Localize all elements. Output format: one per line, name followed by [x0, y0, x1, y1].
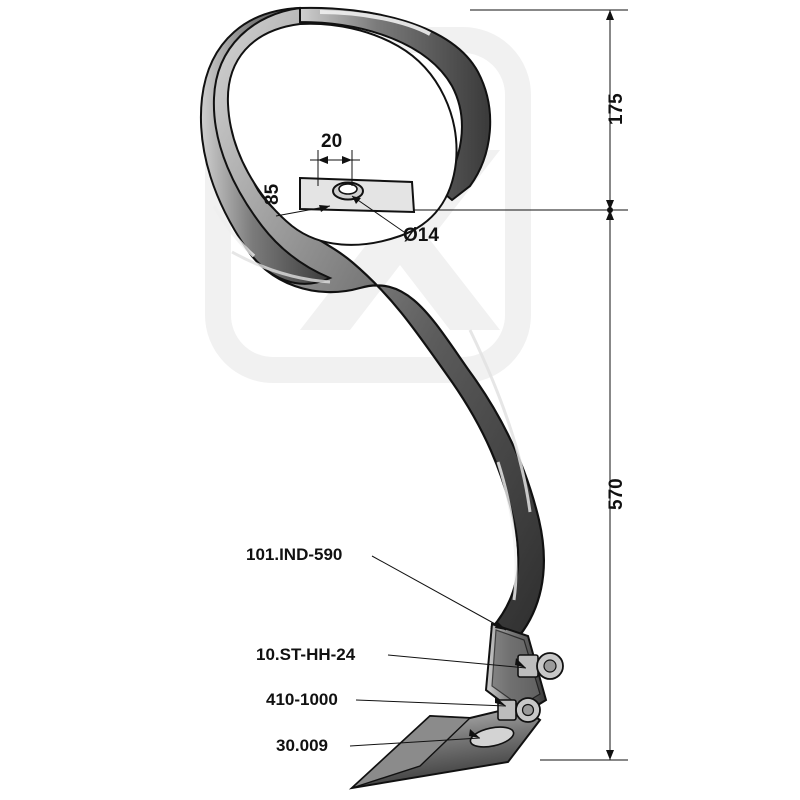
dimension-20: 20 [321, 131, 343, 152]
dimension-175: 175 [606, 93, 627, 125]
dimension-570: 570 [606, 478, 627, 510]
part-label-410-1000: 410-1000 [266, 690, 338, 709]
part-label-30-009: 30.009 [276, 736, 328, 755]
part-label-101-ind-590: 101.IND-590 [246, 545, 343, 564]
dimension-85: 85 [262, 183, 283, 205]
dimension-hole-diameter: Ø14 [403, 225, 439, 246]
part-label-10-st-hh-24: 10.ST-HH-24 [256, 645, 356, 664]
